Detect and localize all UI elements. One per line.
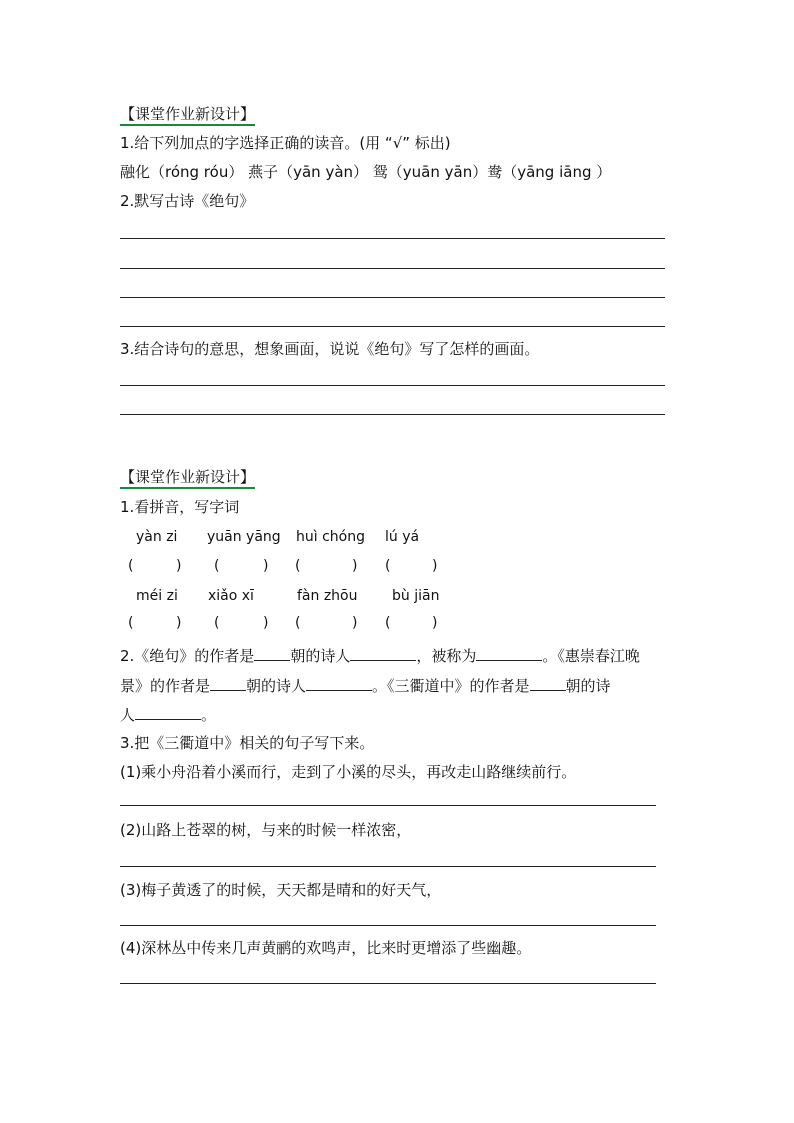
section2-question-2-line3 (120, 703, 216, 725)
poem-item-2: (2)山路上苍翠的树，与来的时候一样浓密， (120, 821, 412, 839)
pinyin-item: huì chóng (296, 529, 365, 545)
fill-blank[interactable] (530, 674, 566, 691)
answer-line[interactable] (120, 805, 656, 806)
poem-item-3: (3)梅子黄透了的时候，天天都是晴和的好天气， (120, 881, 442, 899)
section2-header: 【课堂作业新设计】 (120, 467, 255, 489)
answer-line[interactable] (120, 866, 656, 867)
poem-item-1: (1)乘小舟沿着小溪而行，走到了小溪的尽头，再改走山路继续前行。 (120, 763, 577, 781)
q2-text: 朝的诗人 (290, 647, 351, 665)
q2-text: 朝的诗人 (246, 677, 307, 695)
answer-line[interactable] (120, 925, 656, 926)
answer-line[interactable] (120, 983, 656, 984)
fill-blank[interactable] (306, 674, 372, 691)
section2-question-2-line2 (120, 674, 611, 696)
section1-question-3: 3.结合诗句的意思，想象画面，说说《绝句》写了怎样的画面。 (120, 340, 540, 358)
pinyin-item: méi zi (136, 588, 178, 604)
paren-open: ( (128, 615, 134, 631)
answer-line[interactable] (120, 238, 665, 239)
q2-text: 。《惠崇春江晚 (542, 647, 640, 665)
section1-question-1: 1.给下列加点的字选择正确的读音。(用 “√” 标出) (120, 134, 451, 152)
q2-text: ，被称为 (416, 647, 477, 665)
fill-blank[interactable] (254, 644, 290, 661)
answer-line[interactable] (120, 385, 665, 386)
paren-open: ( (295, 615, 301, 631)
section1-question-1-options: 融化（róng róu） 燕子（yān yàn） 鸳（yuān yān）鸯（yāng iāng ） (120, 163, 612, 181)
fill-blank[interactable] (350, 644, 416, 661)
q2-text: 。《三衢道中》的作者是 (372, 677, 530, 695)
paren-open: ( (128, 558, 134, 574)
paren-open: ( (385, 615, 391, 631)
section1-question-2: 2.默写古诗《绝句》 (120, 192, 255, 210)
paren-open: ( (385, 558, 391, 574)
paren-open: ( (214, 615, 220, 631)
answer-line[interactable] (120, 268, 665, 269)
section2-question-1: 1.看拼音，写字词 (120, 498, 240, 516)
section1-header: 【课堂作业新设计】 (120, 104, 255, 126)
paren-open: ( (214, 558, 220, 574)
paren-close: ) (176, 558, 182, 574)
pinyin-item: fàn zhōu (297, 588, 358, 604)
pinyin-item: yàn zi (136, 529, 178, 545)
fill-blank[interactable] (135, 703, 201, 720)
poem-item-4: (4)深林丛中传来几声黄鹂的欢鸣声，比来时更增添了些幽趣。 (120, 939, 532, 957)
q2-text: 景》的作者是 (120, 677, 211, 695)
q2-text: 。 (201, 706, 217, 724)
answer-line[interactable] (120, 326, 665, 327)
answer-line[interactable] (120, 297, 665, 298)
fill-blank[interactable] (210, 674, 246, 691)
pinyin-item: lú yá (385, 529, 420, 545)
q2-text: 2.《绝句》的作者是 (120, 647, 255, 665)
paren-close: ) (432, 558, 438, 574)
fill-blank[interactable] (476, 644, 542, 661)
paren-close: ) (263, 615, 269, 631)
q2-text: 人 (120, 706, 136, 724)
pinyin-item: bù jiān (392, 588, 440, 604)
paren-close: ) (352, 615, 358, 631)
section2-question-3: 3.把《三衢道中》相关的句子写下来。 (120, 734, 375, 752)
answer-line[interactable] (120, 414, 665, 415)
paren-close: ) (176, 615, 182, 631)
paren-close: ) (352, 558, 358, 574)
paren-close: ) (263, 558, 269, 574)
q2-text: 朝的诗 (565, 677, 611, 695)
paren-close: ) (432, 615, 438, 631)
paren-open: ( (295, 558, 301, 574)
section2-question-2-line1 (120, 644, 640, 666)
pinyin-item: xiǎo xī (208, 588, 254, 604)
pinyin-item: yuān yāng (207, 529, 281, 545)
